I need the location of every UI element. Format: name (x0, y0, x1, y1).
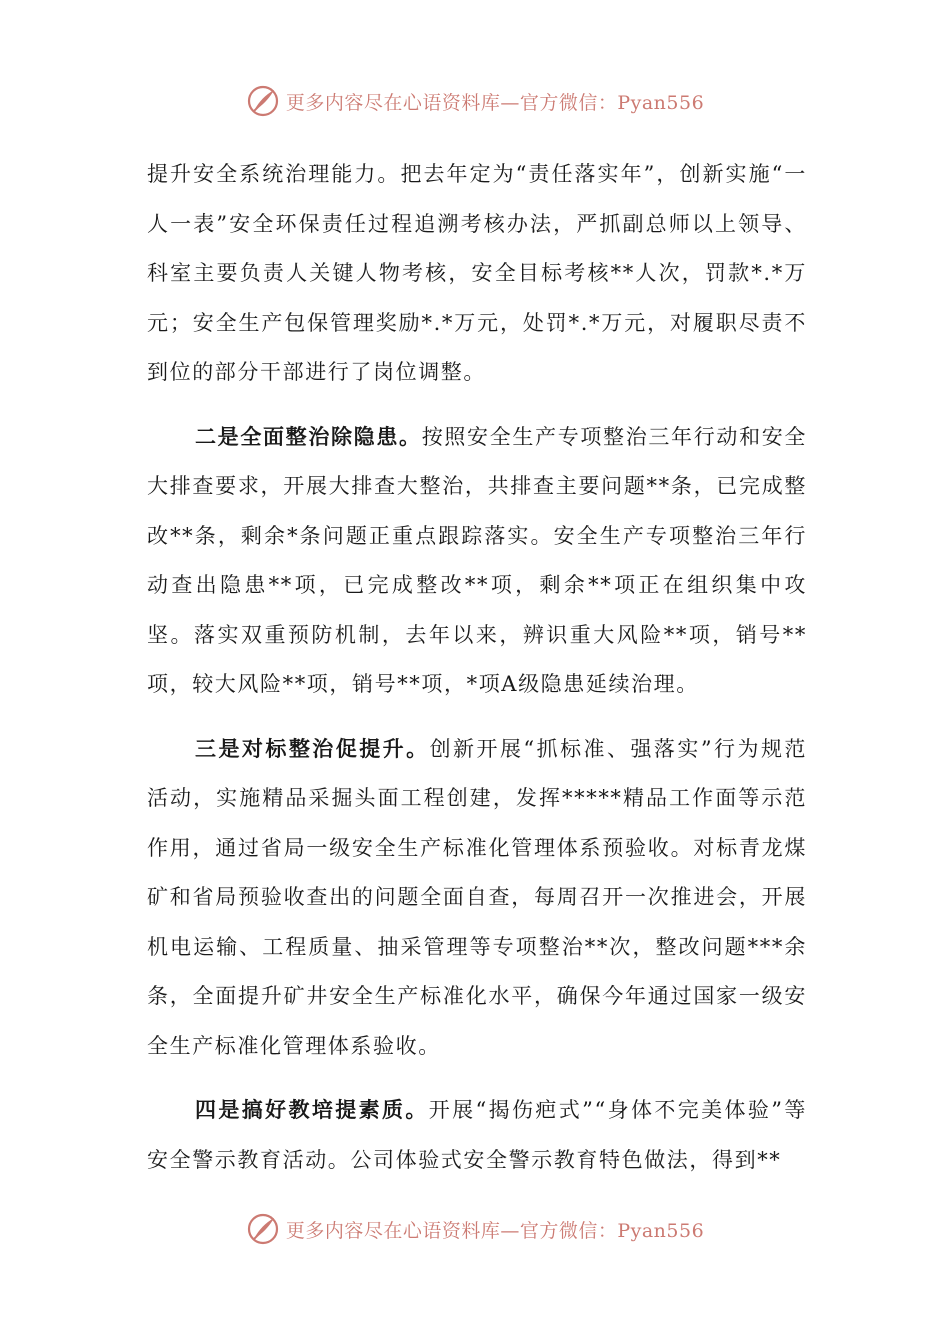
paragraph-2 (147, 412, 807, 710)
paragraph-4-text: 开展“揭伤疤式”“身体不完美体验”等安全警示教育活动。公司体验式安全警示教育特色做法，得到** (147, 1098, 808, 1172)
watermark-text: 更多内容尽在心语资料库—官方微信：Pyan556 (285, 91, 705, 114)
document-body (147, 150, 807, 1185)
quill-logo-icon (246, 84, 280, 118)
watermark-footer (0, 1212, 950, 1246)
paragraph-2-lead: 二是全面整治除隐患。 (195, 423, 422, 449)
quill-logo-icon (246, 1212, 280, 1246)
paragraph-2-text: 按照安全生产专项整治三年行动和安全大排查要求，开展大排查大整治，共排查主要问题**条，已完成整改**条，剩余*条问题正重点跟踪落实。安全生产专项整治三年行动查出隐患**项，已完成整改**项，剩余**项正在组织集中攻坚。落实双重预防机制，去年以来，辨识重大风险**项，销号**项，较大风险**项，销号**项，*项A级隐患延续治理。 (147, 424, 808, 696)
paragraph-3 (147, 724, 807, 1072)
paragraph-1 (147, 150, 807, 398)
paragraph-3-lead: 三是对标整治促提升。 (195, 735, 430, 761)
paragraph-4 (147, 1085, 807, 1185)
paragraph-3-text: 创新开展“抓标准、强落实”行为规范活动，实施精品采掘头面工程创建，发挥*****精品工作面等示范作用，通过省局一级安全生产标准化管理体系预验收。对标青龙煤矿和省局预验收查出的问题全面自查，每周召开一次推进会，开展机电运输、工程质量、抽采管理等专项整治**次，整改问题***余条，全面提升矿井安全生产标准化水平，确保今年通过国家一级安全生产标准化管理体系验收。 (147, 736, 808, 1058)
watermark-text: 更多内容尽在心语资料库—官方微信：Pyan556 (285, 1219, 705, 1242)
paragraph-4-lead: 四是搞好教培提素质。 (195, 1097, 429, 1122)
watermark-header (0, 84, 950, 118)
paragraph-1-text: 提升安全系统治理能力。把去年定为“责任落实年”，创新实施“一人一表”安全环保责任过程追溯考核办法，严抓副总师以上领导、科室主要负责人关键人物考核，安全目标考核**人次，罚款*.*万元；安全生产包保管理奖励*.*万元，处罚*.*万元，对履职尽责不到位的部分干部进行了岗位调整。 (147, 162, 807, 384)
